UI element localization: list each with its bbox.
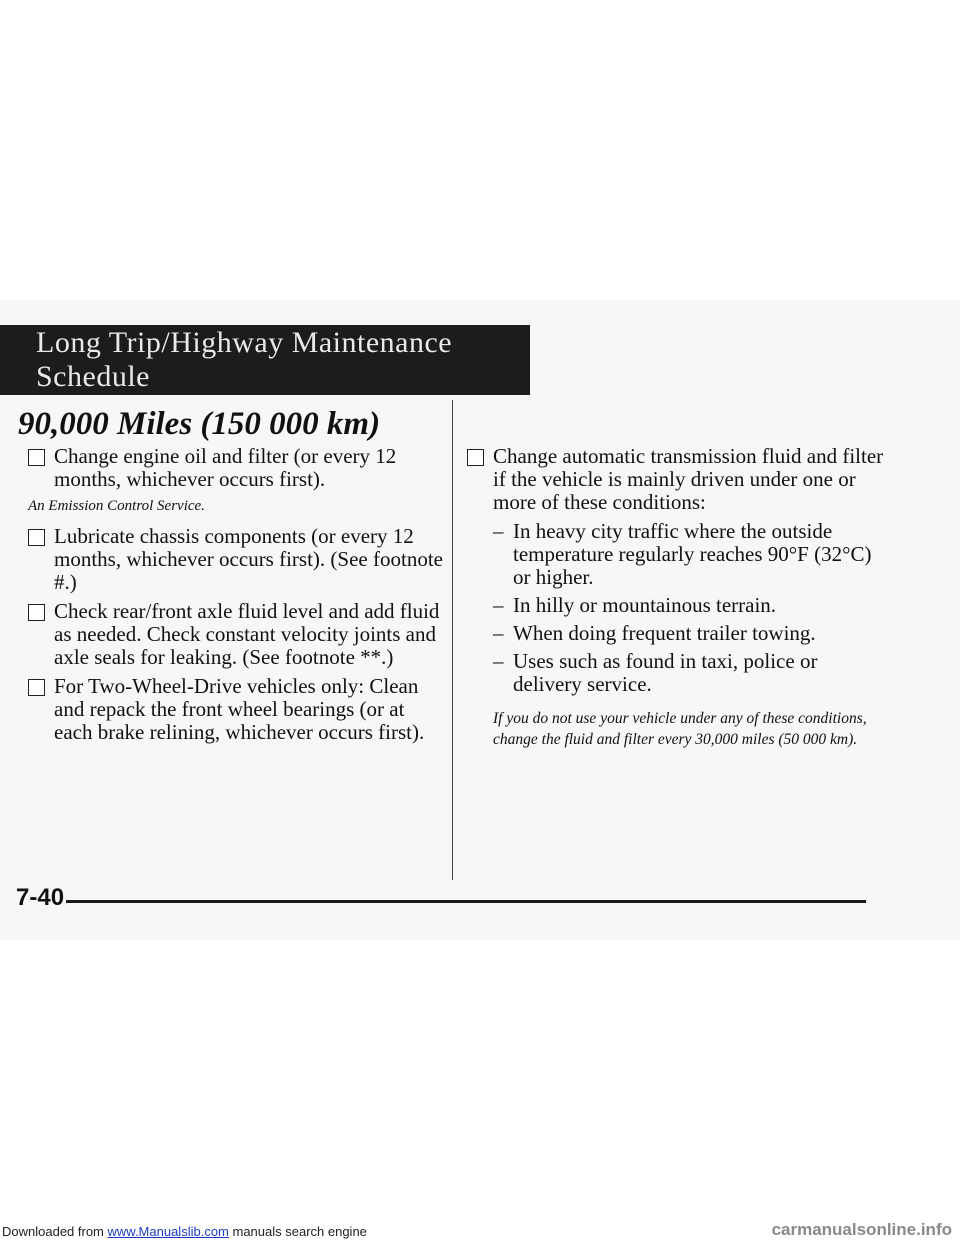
dash-icon: – bbox=[493, 593, 504, 617]
column-divider bbox=[452, 400, 453, 880]
banner-title: Long Trip/Highway Maintenance Schedule bbox=[36, 326, 453, 393]
dash-icon: – bbox=[493, 621, 504, 645]
left-column bbox=[28, 445, 443, 750]
checklist-item-text: Change automatic transmission fluid and filter if the vehicle is mainly driven under one or more of these conditions: bbox=[493, 444, 884, 514]
manualslib-link[interactable]: www.Manualslib.com bbox=[107, 1224, 229, 1239]
checklist-item-text: Check rear/front axle fluid level and add fluid as needed. Check constant velocity joints and axle seals for leaking. (See footnote **.) bbox=[54, 599, 440, 669]
page-number: 7-40 bbox=[16, 884, 65, 911]
checkbox-icon[interactable] bbox=[467, 449, 484, 466]
checkbox-icon[interactable] bbox=[28, 449, 45, 466]
checklist-item bbox=[28, 525, 443, 594]
source-prefix: Downloaded from bbox=[2, 1224, 108, 1239]
checklist-item bbox=[467, 445, 887, 514]
source-suffix: manuals search engine bbox=[228, 1224, 367, 1239]
condition-item bbox=[493, 520, 887, 589]
right-column bbox=[467, 445, 887, 750]
checklist-item bbox=[28, 445, 443, 491]
conditions-list bbox=[493, 520, 887, 696]
condition-text: In heavy city traffic where the outside temperature regularly reaches 90°F (32°C) or higher. bbox=[513, 519, 872, 589]
checklist-item-text: Change engine oil and filter (or every 12 months, whichever occurs first). bbox=[54, 444, 397, 491]
condition-item bbox=[493, 650, 887, 696]
footer-rule bbox=[66, 900, 866, 903]
emission-control-note: An Emission Control Service. bbox=[28, 498, 205, 514]
section-title: 90,000 Miles (150 000 km) bbox=[18, 406, 381, 442]
condition-item bbox=[493, 594, 887, 617]
checkbox-icon[interactable] bbox=[28, 529, 45, 546]
dash-icon: – bbox=[493, 649, 504, 673]
checkbox-icon[interactable] bbox=[28, 604, 45, 621]
condition-text: In hilly or mountainous terrain. bbox=[513, 593, 777, 617]
checkbox-icon[interactable] bbox=[28, 679, 45, 696]
fluid-change-note: If you do not use your vehicle under any of these conditions, change the fluid and filter every 30,000 miles (50 000 km). bbox=[493, 710, 867, 748]
checklist-item bbox=[28, 675, 443, 744]
checklist-item-text: For Two-Wheel-Drive vehicles only: Clean and repack the front wheel bearings (or at each brake relining, whichever occurs first). bbox=[54, 674, 425, 744]
source-line bbox=[2, 1224, 367, 1239]
condition-text: When doing frequent trailer towing. bbox=[513, 621, 816, 645]
checklist-item bbox=[28, 600, 443, 669]
condition-item bbox=[493, 622, 887, 645]
schedule-banner bbox=[0, 325, 530, 395]
checklist-item-text: Lubricate chassis components (or every 12 months, whichever occurs first). (See footnote #.) bbox=[54, 524, 443, 594]
condition-text: Uses such as found in taxi, police or delivery service. bbox=[513, 649, 818, 696]
dash-icon: – bbox=[493, 519, 504, 543]
watermark: carmanualsonline.info bbox=[771, 1220, 952, 1239]
